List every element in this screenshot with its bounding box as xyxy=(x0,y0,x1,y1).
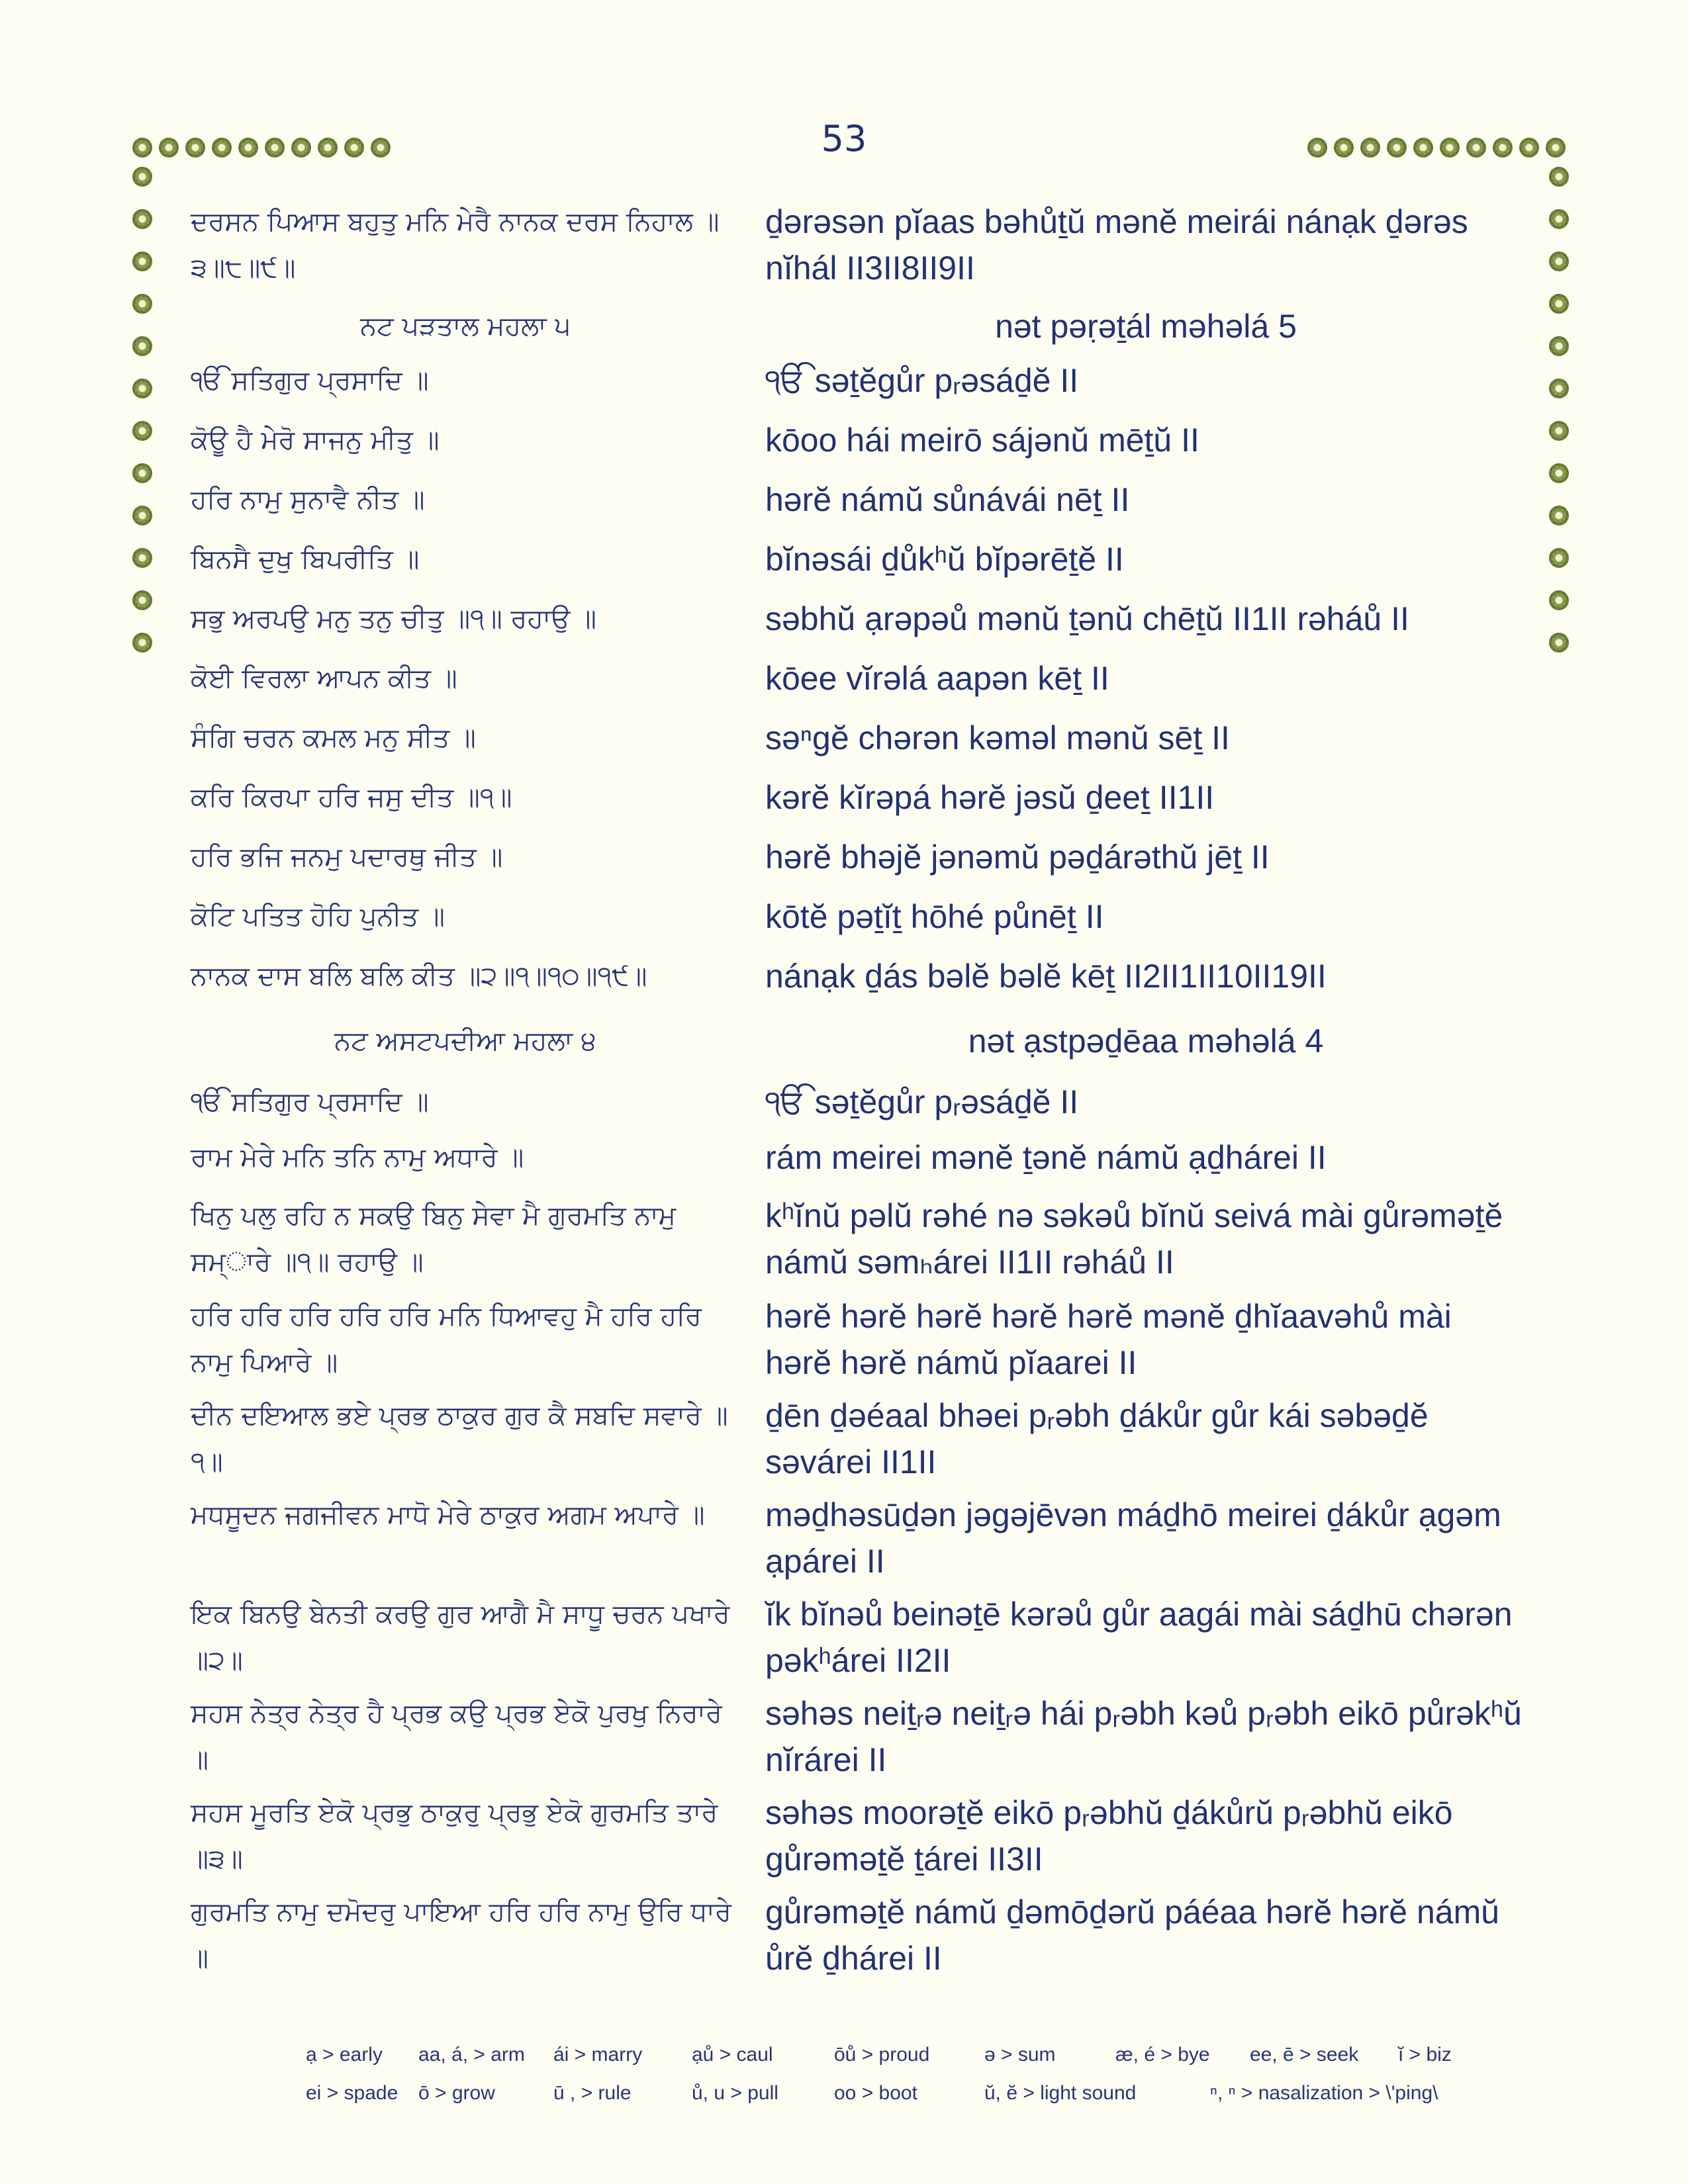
gurmukhi-text: ਗੁਰਮਤਿ ਨਾਮੁ ਦਮੋਦਰੁ ਪਾਇਆ ਹਰਿ ਹਰਿ ਨਾਮੁ ਉਰਿ ਧਾਰੇ ॥ xyxy=(191,1897,731,1974)
transliteration-text: səⁿgĕ chərən kəməl mənŭ sēṯ II xyxy=(765,719,1230,756)
flower-ornament-icon xyxy=(132,633,152,653)
legend-item: ů, u > pull xyxy=(692,2082,778,2104)
gurmukhi-text: ਸਹਸ ਨੇਤ੍ਰ ਨੇਤ੍ਰ ਹੈ ਪ੍ਰਭ ਕਉ ਪ੍ਰਭ ਏਕੋ ਪੁਰਖੁ ਨਿਰਾਰੇ ॥ xyxy=(191,1698,722,1775)
transliteration-text: kōoo hái meirō sájənŭ mēṯŭ II xyxy=(765,422,1199,459)
flower-ornament-icon xyxy=(132,336,152,356)
transliteration-text: səhəs moorəṯĕ eikō pᵣəbhŭ ḏákůrŭ pᵣəbhŭ eikō gůrəməṯĕ ṯárei II3II xyxy=(765,1794,1453,1878)
transliteration-text: hərĕ hərĕ hərĕ hərĕ hərĕ mənĕ ḏhĭaavəhů mài hərĕ hərĕ námŭ pĭaarei II xyxy=(765,1298,1452,1381)
gurmukhi-text: ੴ ਸਤਿਗੁਰ ਪ੍ਰਸਾਦਿ ॥ xyxy=(191,1087,429,1117)
flower-ornament-icon xyxy=(1549,379,1569,398)
transliteration-text: kʰĭnŭ pəlŭ rəhé nə səkəů bĭnŭ seivá mài gůrəməṯĕ námŭ səmₕárei II1II rəháů II xyxy=(765,1197,1503,1281)
flower-ornament-icon xyxy=(132,548,152,568)
flower-ornament-icon xyxy=(1549,548,1569,568)
gurmukhi-text: ਹਰਿ ਨਾਮੁ ਸੁਨਾਵੈ ਨੀਤ ॥ xyxy=(191,484,425,515)
gurmukhi-text: ਕਰਿ ਕਿਰਪਾ ਹਰਿ ਜਸੁ ਦੀਤ ॥੧॥ xyxy=(191,782,512,813)
transliteration-text: ḏēn ḏəéaal bhəei pᵣəbh ḏákůr gůr kái səbəḏĕ səvárei II1II xyxy=(765,1397,1429,1480)
flower-ornament-icon xyxy=(1549,167,1569,187)
legend-item: æ, é > bye xyxy=(1115,2044,1210,2066)
flower-ornament-icon xyxy=(132,251,152,271)
transliteration-text: kərĕ kĭrəpá hərĕ jəsŭ ḏeeṯ II1II xyxy=(765,779,1215,816)
gurmukhi-text: ਦੀਨ ਦਇਆਲ ਭਏ ਪ੍ਰਭ ਠਾਕੁਰ ਗੁਰ ਕੈ ਸਬਦਿ ਸਵਾਰੇ ॥੧॥ xyxy=(191,1400,728,1477)
flower-ornament-icon xyxy=(132,294,152,314)
transliteration-text: səhəs neiṯᵣə neiṯᵣə hái pᵣəbh kəů pᵣəbh eikō půrəkʰŭ nĭrárei II xyxy=(765,1695,1522,1778)
legend-item: aa, á, > arm xyxy=(418,2044,525,2066)
flower-ornament-icon xyxy=(132,379,152,398)
legend-item: ⁿ, ⁿ > nasalization > \'ping\ xyxy=(1210,2082,1438,2104)
flower-ornament-icon xyxy=(1549,336,1569,356)
gurmukhi-text: ਕੋਟਿ ਪਤਿਤ ਹੋਹਿ ਪੁਨੀਤ ॥ xyxy=(191,901,445,932)
page-number: 53 xyxy=(821,118,867,159)
gurmukhi-text: ਸਭੁ ਅਰਪਉ ਮਨੁ ਤਨੁ ਚੀਤੁ ॥੧॥ ਰਹਾਉ ॥ xyxy=(191,604,596,634)
gurmukhi-heading: ਨਟ ਅਸਟਪਦੀਆ ਮਹਲਾ ੪ xyxy=(334,1026,596,1056)
transliteration-text: səbhŭ ạrəpəů mənŭ ṯənŭ chēṯŭ II1II rəháů II xyxy=(765,600,1409,637)
flower-ornament-icon xyxy=(1549,633,1569,653)
flower-ornament-icon xyxy=(1549,463,1569,483)
flower-ornament-icon xyxy=(132,421,152,441)
flower-ornament-icon xyxy=(1549,590,1569,610)
legend-item: ạ > early xyxy=(306,2044,383,2066)
transliteration-text: hərĕ bhəjĕ jənəmŭ pəḏárəthŭ jēṯ II xyxy=(765,839,1270,876)
transliteration-text: ੴ səṯĕgůr pᵣəsáḏĕ II xyxy=(765,362,1079,399)
gurmukhi-text: ਬਿਨਸੈ ਦੁਖੁ ਬਿਪਰੀਤਿ ॥ xyxy=(191,544,420,574)
legend-item: ái > marry xyxy=(553,2044,643,2066)
gurmukhi-text: ਸੰਗਿ ਚਰਨ ਕਮਲ ਮਨੁ ਸੀਤ ॥ xyxy=(191,723,476,753)
legend-item: ōů > proud xyxy=(834,2044,930,2066)
legend-item: ō > grow xyxy=(418,2082,495,2104)
legend-item: oo > boot xyxy=(834,2082,917,2104)
gurmukhi-text: ਇਕ ਬਿਨਉ ਬੇਨਤੀ ਕਰਉ ਗੁਰ ਆਗੈ ਮੈ ਸਾਧੂ ਚਰਨ ਪਖਾਰੇ ॥੨॥ xyxy=(191,1599,730,1676)
flower-ornament-icon xyxy=(1549,294,1569,314)
gurmukhi-text: ਹਰਿ ਭਜਿ ਜਨਮੁ ਪਦਾਰਥੁ ਜੀਤ ॥ xyxy=(191,842,503,872)
gurmukhi-text: ਸਹਸ ਮੂਰਤਿ ਏਕੋ ਪ੍ਰਭੁ ਠਾਕੁਰੁ ਪ੍ਰਭੁ ਏਕੋ ਗੁਰਮਤਿ ਤਾਰੇ ॥੩॥ xyxy=(191,1797,718,1874)
flower-ornament-icon xyxy=(132,209,152,229)
gurmukhi-text: ਕੋਊ ਹੈ ਮੇਰੋ ਸਾਜਨੁ ਮੀਤੁ ॥ xyxy=(191,425,440,455)
transliteration-text: bĭnəsái ḏůkʰŭ bĭpərēṯĕ II xyxy=(765,541,1124,578)
legend-item: ạů > caul xyxy=(692,2044,773,2066)
gurmukhi-heading: ਨਟ ਪੜਤਾਲ ਮਹਲਾ ੫ xyxy=(360,311,571,341)
gurmukhi-text: ਖਿਨੁ ਪਲੁ ਰਹਿ ਨ ਸਕਉ ਬਿਨੁ ਸੇਵਾ ਮੈ ਗੁਰਮਤਿ ਨਾਮੁ ਸਮ੍ਾਰੇ ॥੧॥ ਰਹਾਉ ॥ xyxy=(191,1201,677,1277)
transliteration-text: ੴ səṯĕgůr pᵣəsáḏĕ II xyxy=(765,1083,1079,1120)
legend-item: ū , > rule xyxy=(553,2082,632,2104)
transliteration-heading: nət pəṛəṯál məhəlá 5 xyxy=(995,308,1297,345)
flower-ornament-icon xyxy=(1549,421,1569,441)
transliteration-text: rám meirei mənĕ ṯənĕ námŭ ạḏhárei II xyxy=(765,1139,1327,1176)
transliteration-text: kōee vĭrəlá aapən kēṯ II xyxy=(765,660,1109,697)
gurmukhi-text: ਨਾਨਕ ਦਾਸ ਬਲਿ ਬਲਿ ਕੀਤ ॥੨॥੧॥੧੦॥੧੯॥ xyxy=(191,961,647,991)
gurmukhi-text: ਰਾਮ ਮੇਰੇ ਮਨਿ ਤਨਿ ਨਾਮੁ ਅਧਾਰੇ ॥ xyxy=(191,1142,524,1173)
legend-item: ee, ē > seek xyxy=(1250,2044,1359,2066)
transliteration-text: kōtĕ pəṯĭṯ hōhé půnēṯ II xyxy=(765,898,1104,935)
legend-item: ĭ > biz xyxy=(1398,2044,1452,2066)
gurmukhi-text: ੴ ਸਤਿਗੁਰ ਪ੍ਰਸਾਦਿ ॥ xyxy=(191,365,429,396)
transliteration-text: gůrəməṯĕ námŭ ḏəmōḏərŭ páéaa hərĕ hərĕ námŭ ůrĕ ḏhárei II xyxy=(765,1893,1500,1977)
flower-ornament-icon xyxy=(132,590,152,610)
gurmukhi-text: ਦਰਸਨ ਪਿਆਸ ਬਹੁਤੁ ਮਨਿ ਮੇਰੈ ਨਾਨਕ ਦਰਸ ਨਿਹਾਲ ॥੩॥੮॥੯॥ xyxy=(191,206,720,283)
transliteration-heading: nət ạstpəḏēaa məhəlá 4 xyxy=(968,1023,1324,1060)
transliteration-text: məḏhəsūḏən jəgəjēvən máḏhō meirei ḏákůr ạgəm ạpárei II xyxy=(765,1496,1501,1580)
legend-item: ei > spade xyxy=(306,2082,399,2104)
flower-ornament-icon xyxy=(1549,251,1569,271)
gurmukhi-text: ਕੋਈ ਵਿਰਲਾ ਆਪਨ ਕੀਤ ॥ xyxy=(191,663,457,694)
flower-ornament-icon xyxy=(132,506,152,525)
gurmukhi-text: ਮਧਸੂਦਨ ਜਗਜੀਵਨ ਮਾਧੋ ਮੇਰੇ ਠਾਕੁਰ ਅਗਮ ਅਪਾਰੇ ॥ xyxy=(191,1500,705,1530)
flower-ornament-icon xyxy=(1549,209,1569,229)
transliteration-text: hərĕ námŭ sůnávái nēṯ II xyxy=(765,481,1130,518)
flower-ornament-icon xyxy=(132,167,152,187)
legend-item: ŭ, ĕ > light sound xyxy=(984,2082,1137,2104)
legend-item: ə > sum xyxy=(984,2044,1056,2066)
flower-ornament-icon xyxy=(132,463,152,483)
flower-ornament-icon xyxy=(1549,506,1569,525)
transliteration-text: ĭk bĭnəů beinəṯē kərəů gůr aagái mài sáḏhū chərən pəkʰárei II2II xyxy=(765,1596,1513,1679)
gurmukhi-text: ਹਰਿ ਹਰਿ ਹਰਿ ਹਰਿ ਹਰਿ ਮਨਿ ਧਿਆਵਹੁ ਮੈ ਹਰਿ ਹਰਿ ਨਾਮੁ ਪਿਆਰੇ ॥ xyxy=(191,1301,702,1378)
transliteration-text: ḏərəsən pĭaas bəhůṯŭ mənĕ meirái nánạk ḏərəs nĭhál II3II8II9II xyxy=(765,203,1468,287)
transliteration-text: nánạk ḏás bəlĕ bəlĕ kēṯ II2II1II10II19II xyxy=(765,958,1327,995)
